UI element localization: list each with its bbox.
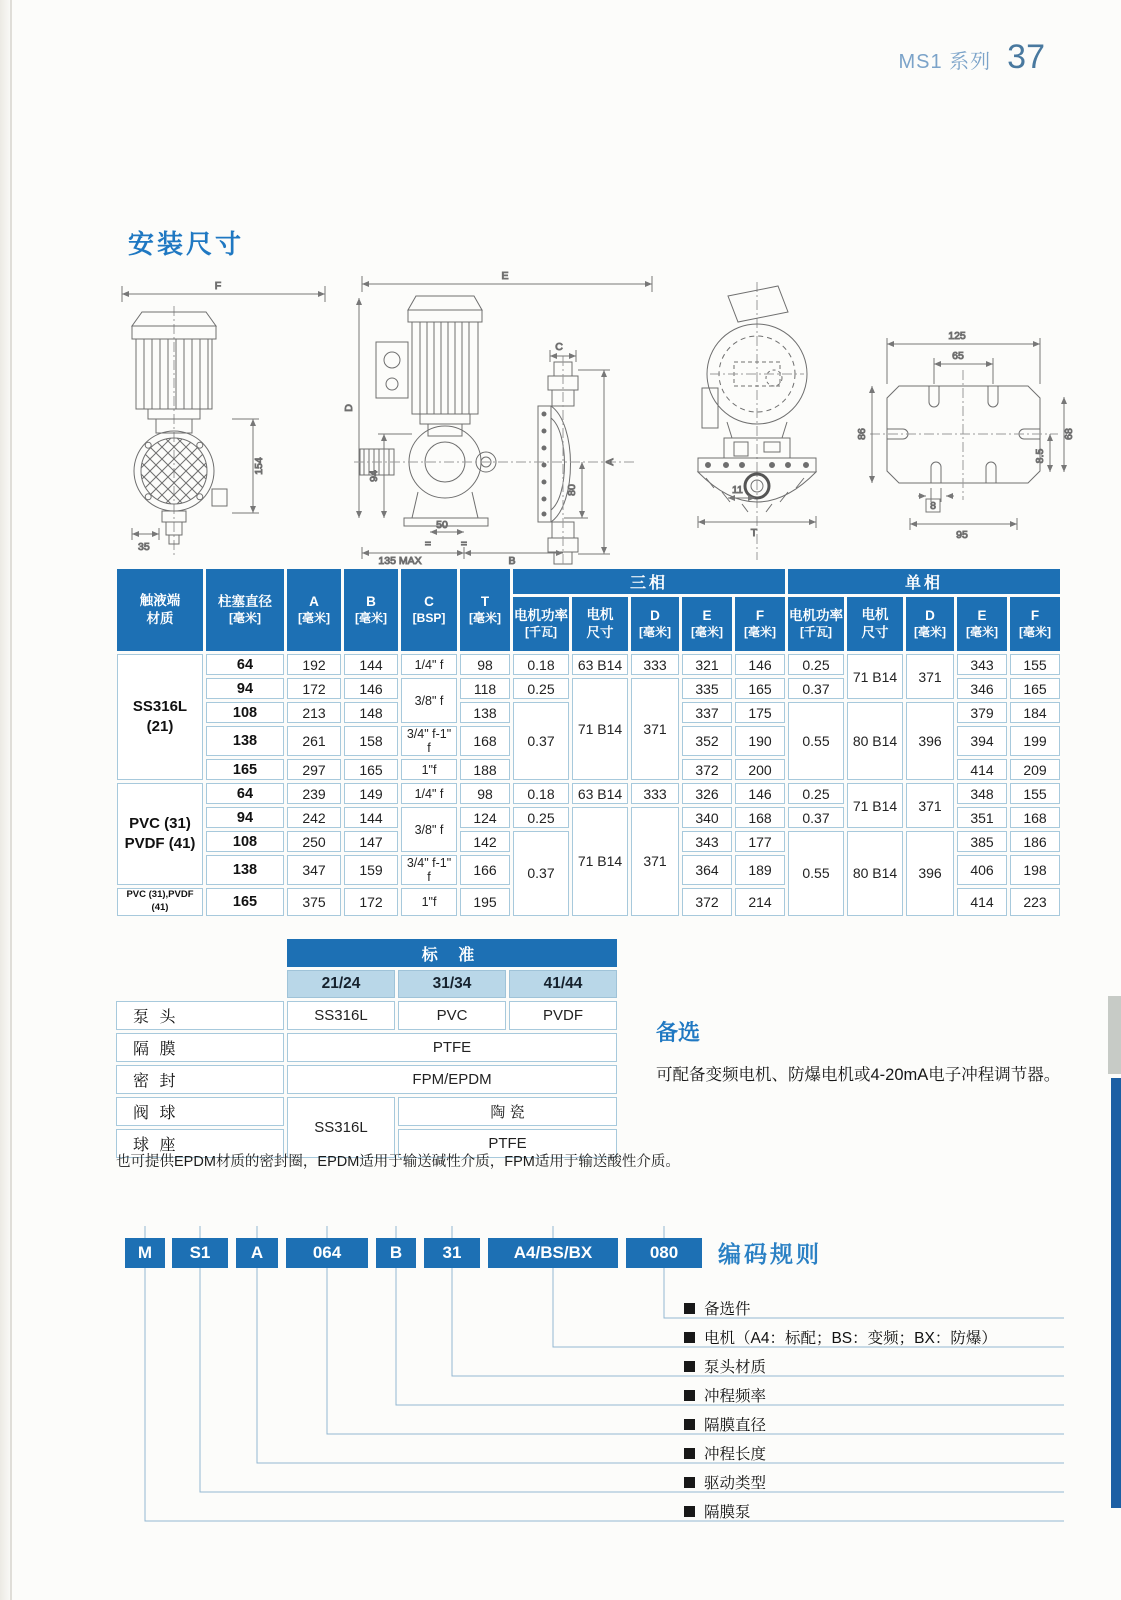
cell: 250: [287, 831, 341, 852]
col-header-d3: D [毫米]: [631, 597, 679, 651]
legend-item: 备选件: [684, 1298, 751, 1318]
cell: PTFE: [287, 1033, 617, 1062]
cell: PVDF: [509, 1001, 617, 1030]
cell: 189: [735, 855, 785, 885]
cell: 385: [957, 831, 1007, 852]
material-cell: PVC (31) PVDF (41): [117, 783, 203, 885]
cell: 297: [287, 759, 341, 780]
cell: 155: [1010, 654, 1060, 675]
col-header-f3: F [毫米]: [735, 597, 785, 651]
cell: 0.37: [788, 807, 844, 828]
cell: 71 B14: [572, 807, 628, 916]
cell: 348: [957, 783, 1007, 804]
cell: 379: [957, 702, 1007, 723]
col-header-e1: E [毫米]: [957, 597, 1007, 651]
cell: 64: [206, 654, 284, 675]
table-row: [116, 1097, 617, 1126]
cell: 371: [906, 783, 954, 828]
cell: 394: [957, 726, 1007, 756]
code-box: M: [125, 1238, 165, 1268]
standard-title: 标 准: [287, 939, 617, 967]
spacer-cell: [116, 970, 284, 998]
std-row-label: 阀 球: [116, 1097, 284, 1126]
cell: 168: [460, 726, 510, 756]
cell: 0.18: [513, 783, 569, 804]
cell: 165: [735, 678, 785, 699]
cell: 118: [460, 678, 510, 699]
col-header-a: A [毫米]: [287, 569, 341, 651]
cell: SS316L: [287, 1097, 395, 1158]
dim-label: 95: [956, 529, 968, 541]
drawing-front-view: [112, 280, 325, 558]
table-row: [116, 970, 617, 998]
table-row: [116, 1033, 617, 1062]
cell: 138: [206, 855, 284, 885]
bullet-square-icon: [684, 1303, 695, 1314]
cell: 158: [344, 726, 398, 756]
table-row: [117, 783, 1060, 804]
cell: 108: [206, 831, 284, 852]
dim-label: A: [604, 458, 616, 466]
cell: 0.37: [513, 702, 569, 780]
dim-label: 94: [368, 470, 380, 482]
drawing-plate-view: [856, 330, 1075, 541]
cell: 346: [957, 678, 1007, 699]
dim-label: B: [508, 555, 516, 566]
cell: 0.25: [513, 678, 569, 699]
cell: 3/8" f: [401, 807, 457, 852]
drawing-side-view: [343, 270, 652, 566]
cell: 1"f: [401, 759, 457, 780]
legend-item: 泵头材质: [684, 1356, 766, 1376]
col-header-motor1: 电机 尺寸: [847, 597, 903, 651]
cell: 0.18: [513, 654, 569, 675]
dim-label: 50: [436, 519, 448, 531]
std-col-header: 21/24: [287, 970, 395, 998]
bullet-square-icon: [684, 1361, 695, 1372]
cell: 63 B14: [572, 654, 628, 675]
cell: 333: [631, 783, 679, 804]
series-label: MS1 系列: [898, 51, 992, 73]
cell: 1/4" f: [401, 783, 457, 804]
std-col-header: 31/34: [398, 970, 506, 998]
cell: 0.55: [788, 831, 844, 916]
dim-label: C: [555, 341, 563, 353]
section-title: 安装尺寸: [128, 229, 245, 259]
col-header-b: B [毫米]: [344, 569, 398, 651]
cell: 146: [735, 654, 785, 675]
coding-title: 编码规则: [718, 1241, 822, 1267]
cell: 98: [460, 783, 510, 804]
bullet-square-icon: [684, 1448, 695, 1459]
col-header-plunger: 柱塞直径 [毫米]: [206, 569, 284, 651]
cell: 372: [682, 759, 732, 780]
cell: 186: [1010, 831, 1060, 852]
cell: 223: [1010, 888, 1060, 916]
cell: 159: [344, 855, 398, 885]
spacer-cell: [116, 939, 284, 967]
cell: 165: [344, 759, 398, 780]
cell: 364: [682, 855, 732, 885]
cell: 190: [735, 726, 785, 756]
std-row-label: 密 封: [116, 1065, 284, 1094]
seal-note: 也可提供EPDM材质的密封圈，EPDM适用于输送碱性介质，FPM适用于输送酸性介质。: [116, 1154, 680, 1170]
cell: 149: [344, 783, 398, 804]
cell: 337: [682, 702, 732, 723]
col-header-t: T [毫米]: [460, 569, 510, 651]
installation-drawings: [112, 266, 1102, 566]
dim-label: 154: [253, 457, 265, 475]
cell: 0.25: [788, 783, 844, 804]
drawing-rear-view: [698, 282, 816, 560]
cell: 94: [206, 807, 284, 828]
legend-item: 驱动类型: [684, 1472, 766, 1492]
table-row: [116, 1001, 617, 1030]
cell: 343: [682, 831, 732, 852]
dim-label: 8.5: [1034, 448, 1046, 464]
page-right-blue-tab: [1111, 1078, 1121, 1508]
cell: 80 B14: [847, 702, 903, 780]
bullet-square-icon: [684, 1332, 695, 1343]
cell: 63 B14: [572, 783, 628, 804]
bullet-square-icon: [684, 1419, 695, 1430]
cell: 199: [1010, 726, 1060, 756]
dim-label: 35: [138, 541, 150, 553]
cell: 71 B14: [847, 654, 903, 699]
dim-label: =: [424, 538, 432, 550]
std-col-header: 41/44: [509, 970, 617, 998]
std-row-label: 隔 膜: [116, 1033, 284, 1062]
cell: 340: [682, 807, 732, 828]
code-box: A4/BS/BX: [488, 1238, 618, 1268]
cell: 172: [287, 678, 341, 699]
code-box: S1: [172, 1238, 228, 1268]
cell: 165: [206, 759, 284, 780]
cell: 147: [344, 831, 398, 852]
cell: 165: [206, 888, 284, 916]
cell: 333: [631, 654, 679, 675]
cell: 184: [1010, 702, 1060, 723]
col-header-d1: D [毫米]: [906, 597, 954, 651]
legend-item: 隔膜泵: [684, 1501, 751, 1521]
bullet-square-icon: [684, 1390, 695, 1401]
cell: 414: [957, 888, 1007, 916]
header-row-1: [117, 569, 1060, 594]
dim-label: 68: [1063, 428, 1075, 440]
dim-label: 8: [930, 500, 936, 512]
cell: 351: [957, 807, 1007, 828]
cell: 172: [344, 888, 398, 916]
cell: 3/8" f: [401, 678, 457, 723]
options-title: 备选: [656, 1020, 701, 1045]
dim-label: F: [214, 280, 222, 292]
cell: 213: [287, 702, 341, 723]
cell: 168: [1010, 807, 1060, 828]
code-box: 064: [286, 1238, 368, 1268]
cell: 192: [287, 654, 341, 675]
coding-rules-section: [112, 1226, 1097, 1556]
cell: 372: [682, 888, 732, 916]
cell: 326: [682, 783, 732, 804]
coding-connector-lines: [112, 1226, 1097, 1556]
cell: 98: [460, 654, 510, 675]
cell: 0.55: [788, 702, 844, 780]
dim-label: E: [501, 270, 509, 282]
cell: 144: [344, 807, 398, 828]
cell: 166: [460, 855, 510, 885]
cell: 396: [906, 831, 954, 916]
cell: 146: [344, 678, 398, 699]
cell: 108: [206, 702, 284, 723]
cell: 175: [735, 702, 785, 723]
cell: 0.25: [513, 807, 569, 828]
material-cell: PVC (31),PVDF (41): [117, 888, 203, 916]
dimensions-table-wrap: [114, 566, 1063, 919]
cell: 188: [460, 759, 510, 780]
cell: 396: [906, 702, 954, 780]
cell: 347: [287, 855, 341, 885]
table-row: [116, 939, 617, 967]
table-row: [117, 654, 1060, 675]
cell: 138: [460, 702, 510, 723]
cell: 124: [460, 807, 510, 828]
dim-label: 65: [952, 350, 964, 362]
cell: 1/4" f: [401, 654, 457, 675]
cell: 0.37: [788, 678, 844, 699]
legend-item: 隔膜直径: [684, 1414, 766, 1434]
phase-single-header: 单相: [788, 569, 1060, 594]
cell: 352: [682, 726, 732, 756]
standard-table-wrap: [113, 936, 620, 1161]
cell: 168: [735, 807, 785, 828]
cell: 261: [287, 726, 341, 756]
cell: 375: [287, 888, 341, 916]
cell: 214: [735, 888, 785, 916]
cell: FPM/EPDM: [287, 1065, 617, 1094]
dim-label: T: [750, 527, 758, 539]
page-header: [898, 38, 1045, 77]
cell: 406: [957, 855, 1007, 885]
col-header-material: 触液端 材质: [117, 569, 203, 651]
cell: 200: [735, 759, 785, 780]
cell: 209: [1010, 759, 1060, 780]
cell: 陶 瓷: [398, 1097, 617, 1126]
cell: 414: [957, 759, 1007, 780]
phase-three-header: 三相: [513, 569, 785, 594]
col-header-kw1: 电机功率 [千瓦]: [788, 597, 844, 651]
bullet-square-icon: [684, 1506, 695, 1517]
cell: 0.25: [788, 654, 844, 675]
dim-label: 86: [856, 428, 868, 440]
code-box: 31: [424, 1238, 480, 1268]
options-text: 可配备变频电机、防爆电机或4-20mA电子冲程调节器。: [656, 1066, 1061, 1084]
legend-item: 电机（A4：标配；BS：变频；BX：防爆）: [684, 1327, 997, 1347]
dim-label: D: [343, 404, 355, 412]
cell: 371: [906, 654, 954, 699]
standard-table: [113, 936, 620, 1161]
table-row: [116, 1065, 617, 1094]
cell: 1"f: [401, 888, 457, 916]
col-header-motor3: 电机 尺寸: [572, 597, 628, 651]
cell: 138: [206, 726, 284, 756]
cell: 94: [206, 678, 284, 699]
dim-label: 11: [732, 484, 743, 496]
cell: 371: [631, 678, 679, 780]
dim-label: =: [460, 538, 468, 550]
cell: 242: [287, 807, 341, 828]
dim-label: 80: [566, 484, 578, 496]
cell: 155: [1010, 783, 1060, 804]
options-block: [656, 1016, 1080, 1091]
cell: 3/4" f-1" f: [401, 726, 457, 756]
col-header-f1: F [毫米]: [1010, 597, 1060, 651]
cell: 177: [735, 831, 785, 852]
std-row-label: 球 座: [116, 1129, 284, 1158]
cell: 64: [206, 783, 284, 804]
dim-label: 135 MAX: [378, 555, 422, 566]
code-box: A: [236, 1238, 278, 1268]
col-header-e3: E [毫米]: [682, 597, 732, 651]
cell: 321: [682, 654, 732, 675]
cell: 71 B14: [572, 678, 628, 780]
page-number: 37: [1007, 38, 1045, 76]
legend-item: 冲程长度: [684, 1443, 766, 1463]
page-right-gray-tab: [1108, 996, 1121, 1074]
col-header-c: C [BSP]: [401, 569, 457, 651]
code-box: 080: [626, 1238, 702, 1268]
code-box: B: [376, 1238, 416, 1268]
bullet-square-icon: [684, 1477, 695, 1488]
legend-item: 冲程频率: [684, 1385, 766, 1405]
material-cell: SS316L (21): [117, 654, 203, 780]
cell: PVC: [398, 1001, 506, 1030]
cell: 144: [344, 654, 398, 675]
cell: 3/4" f-1" f: [401, 855, 457, 885]
cell: 198: [1010, 855, 1060, 885]
cell: 343: [957, 654, 1007, 675]
cell: SS316L: [287, 1001, 395, 1030]
dim-label: 125: [948, 330, 966, 342]
cell: 0.37: [513, 831, 569, 916]
cell: 371: [631, 807, 679, 916]
cell: 80 B14: [847, 831, 903, 916]
dimensions-table: [114, 566, 1063, 919]
page-left-edge-line: [10, 0, 12, 1600]
cell: 239: [287, 783, 341, 804]
cell: 195: [460, 888, 510, 916]
cell: 165: [1010, 678, 1060, 699]
cell: PTFE: [398, 1129, 617, 1158]
cell: 71 B14: [847, 783, 903, 828]
col-header-kw3: 电机功率 [千瓦]: [513, 597, 569, 651]
cell: 148: [344, 702, 398, 723]
std-row-label: 泵 头: [116, 1001, 284, 1030]
cell: 146: [735, 783, 785, 804]
cell: 335: [682, 678, 732, 699]
cell: 142: [460, 831, 510, 852]
